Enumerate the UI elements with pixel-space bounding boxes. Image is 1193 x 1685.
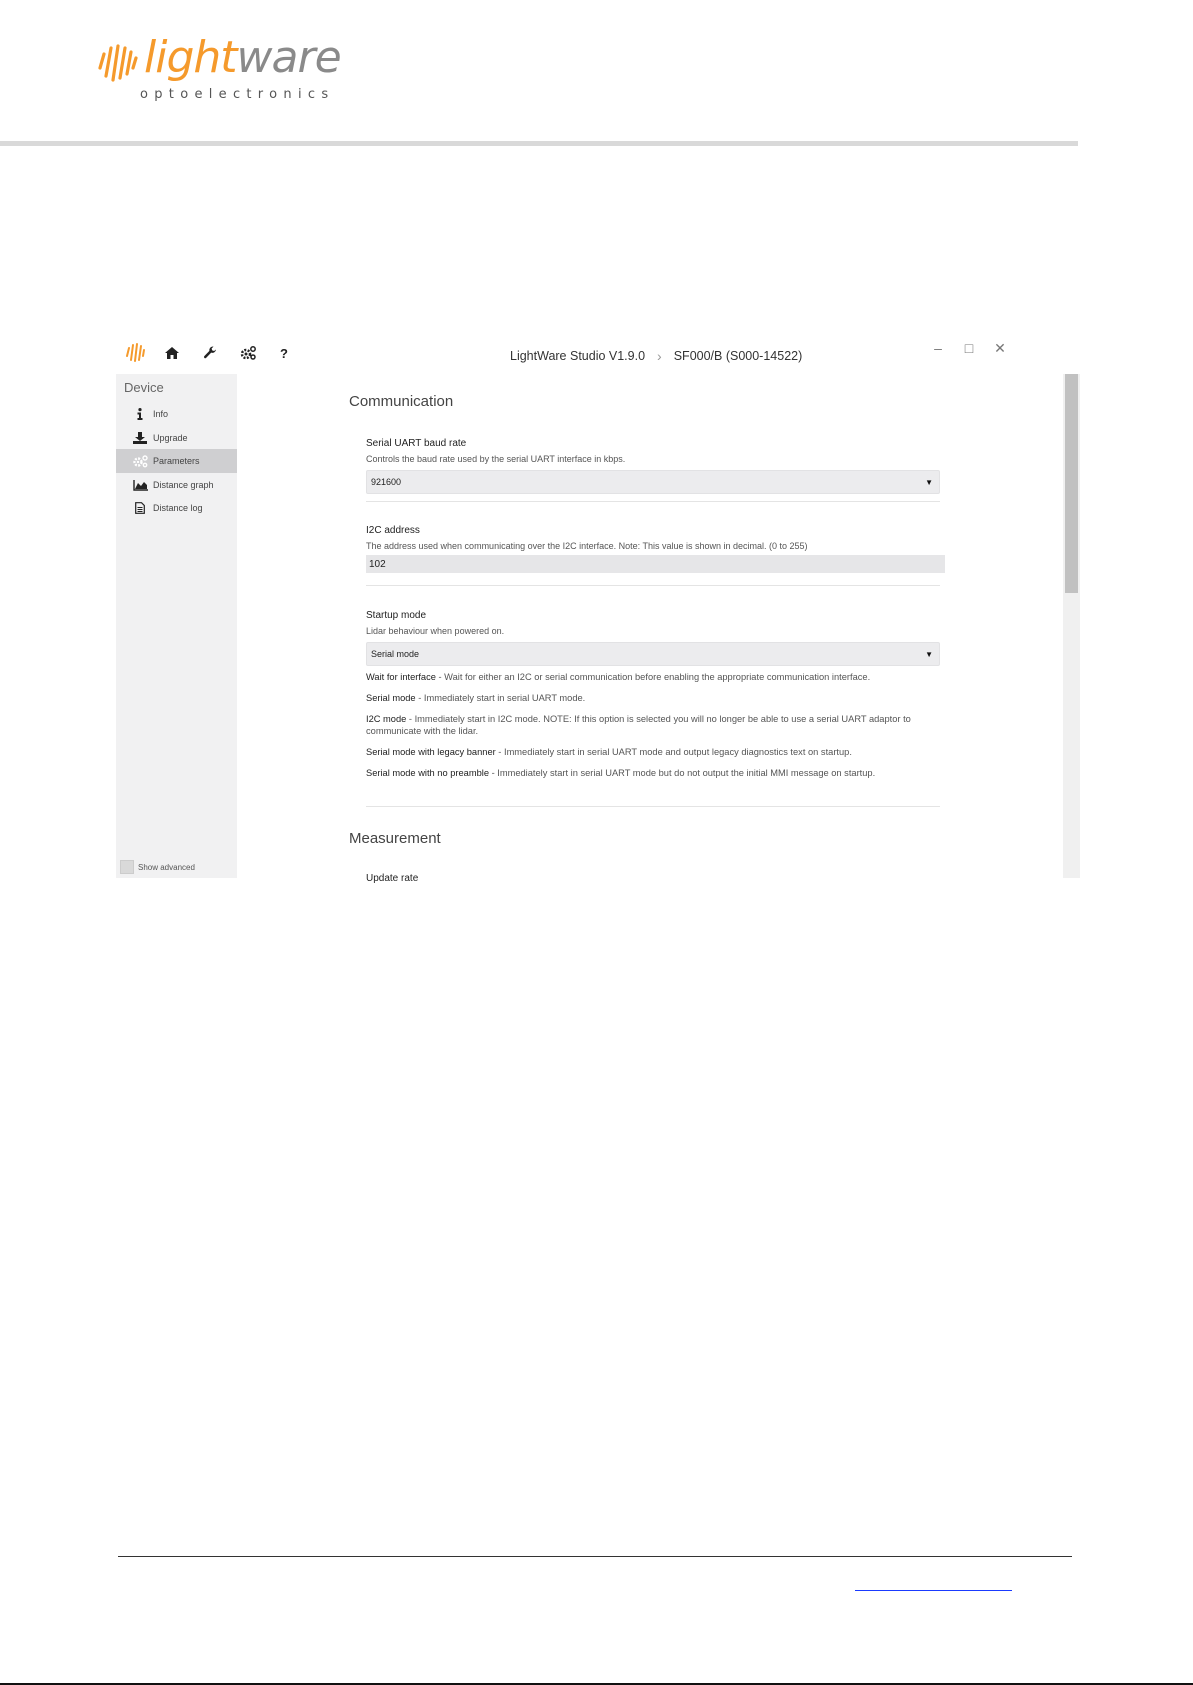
sidebar [116,374,237,878]
divider [366,501,940,502]
breadcrumb-chevron-icon: › [657,348,662,364]
logo-wordmark: lightware [144,32,341,83]
option-text: - Immediately start in I2C mode. NOTE: If this option is selected you will no longer be able to use a serial UART adaptor to communicate with the lidar. [366,714,911,736]
option-name: Serial mode with legacy banner [366,747,496,757]
param-description: The address used when communicating over the I2C interface. Note: This value is shown in decimal. (0 to 255) [366,541,808,551]
option-name: Wait for interface [366,672,436,682]
home-icon[interactable] [162,342,182,364]
sidebar-item-label: Parameters [153,456,200,466]
option-text: - Wait for either an I2C or serial communication before enabling the appropriate communication interface. [435,672,871,682]
sidebar-item-label: Upgrade [153,433,188,443]
param-description: Controls the baud rate used by the serial UART interface in kbps. [366,454,626,464]
show-advanced-label: Show advanced [138,862,195,872]
param-baud-rate [366,438,940,494]
divider [366,585,940,586]
sidebar-item-distance-graph[interactable] [116,473,237,497]
section-title-measurement: Measurement [349,830,441,847]
option-description [366,671,940,683]
param-label: Startup mode [366,610,427,621]
dropdown-arrow-icon: ▼ [925,649,933,659]
info-icon [130,408,150,420]
startup-mode-select[interactable] [366,642,940,666]
option-text: - Immediately start in serial UART mode but do not output the initial MMI message on startup. [489,768,876,778]
titlebar [116,332,1080,374]
option-text: - Immediately start in serial UART mode. [415,693,586,703]
param-description: Lidar behaviour when powered on. [366,626,505,636]
gears-icon[interactable] [238,342,258,364]
sidebar-item-parameters[interactable] [116,449,237,473]
minimize-button[interactable]: – [934,340,942,356]
content-scrollbar[interactable] [1063,374,1080,878]
sidebar-item-label: Distance log [153,503,203,513]
sidebar-item-label: Distance graph [153,480,214,490]
divider [366,806,940,807]
app-title: LightWare Studio V1.9.0 [510,349,646,363]
parameters-panel [237,374,1063,884]
lightware-logo [96,32,341,108]
dropdown-arrow-icon: ▼ [925,477,933,487]
baud-rate-value: 921600 [371,477,402,487]
app-window [116,332,1080,884]
option-name: Serial mode with no preamble [366,768,489,778]
sidebar-item-info[interactable] [116,402,237,426]
file-icon [130,502,150,514]
option-description [366,713,940,737]
param-startup-mode [366,610,940,779]
param-label: Serial UART baud rate [366,438,467,449]
gears-icon [130,455,150,467]
option-description [366,692,940,704]
option-description [366,767,940,779]
show-advanced-toggle[interactable] [120,860,195,874]
param-i2c-address [366,525,940,573]
show-advanced-checkbox[interactable] [120,860,134,874]
lightware-logo-mark-icon [96,44,140,84]
device-name: SF000/B (S000-14522) [673,349,803,363]
option-description [366,746,940,758]
header-divider [0,141,1078,146]
sidebar-item-label: Info [153,409,169,419]
option-text: - Immediately start in serial UART mode and output legacy diagnostics text on startup. [495,747,852,757]
area-chart-icon [130,480,150,491]
startup-mode-value: Serial mode [371,649,420,659]
footer-link-underline[interactable] [855,1590,1012,1591]
maximize-button[interactable]: □ [964,340,974,356]
footer-divider [118,1556,1072,1557]
download-icon [130,432,150,444]
sidebar-item-distance-log[interactable] [116,496,237,520]
sidebar-item-upgrade[interactable] [116,426,237,450]
help-icon[interactable]: ? [280,345,288,361]
lightware-logo-icon[interactable] [124,342,146,364]
sidebar-heading: Device [124,380,164,395]
wrench-icon[interactable] [200,342,220,364]
window-title [510,348,802,364]
param-label: I2C address [366,525,420,536]
option-name: I2C mode [366,714,407,724]
i2c-address-field[interactable]: 102 [366,555,945,573]
baud-rate-select[interactable] [366,470,940,494]
param-label-update-rate: Update rate [366,873,419,884]
close-button[interactable]: ✕ [994,340,1006,356]
scroll-thumb[interactable] [1065,374,1078,593]
option-name: Serial mode [366,693,416,703]
section-title-communication: Communication [349,393,454,410]
logo-tagline: optoelectronics [140,87,335,102]
